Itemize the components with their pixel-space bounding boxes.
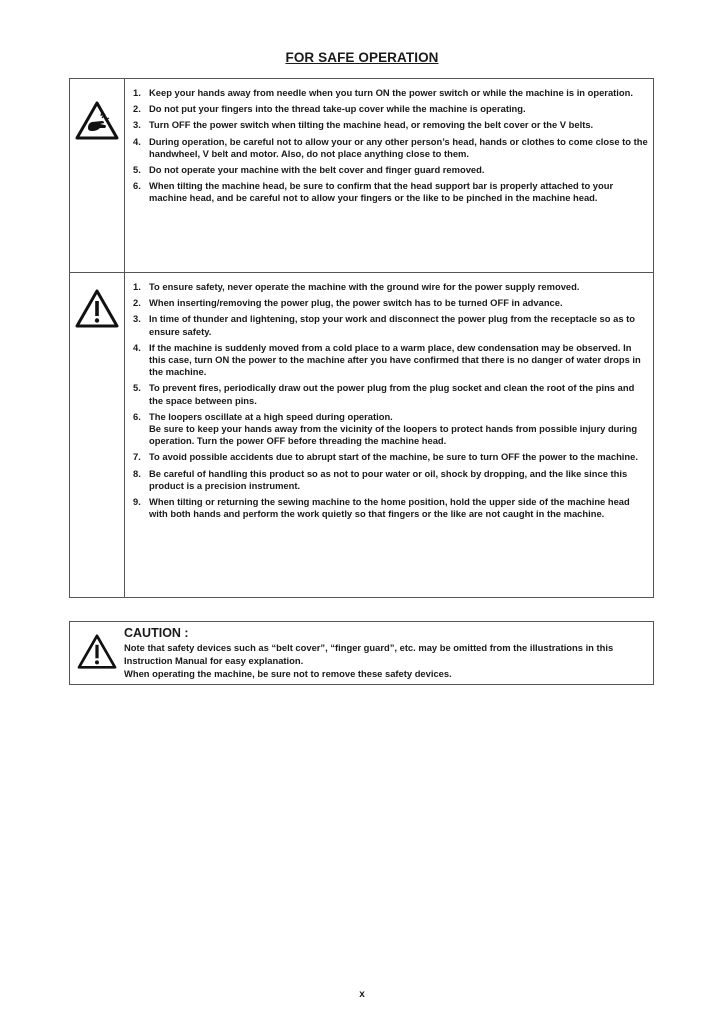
list-item: 8. Be careful of handling this product so as not to pour water or oil, shock by dropping, and the like since this product is a precision instrument. xyxy=(133,467,628,491)
list-item: 1. Keep your hands away from needle when you turn ON the power switch or while the machine is in operation. xyxy=(133,87,633,98)
list-item: 6. When tilting the machine head, be sure to confirm that the head support bar is properly attached to your machine head, and be careful not to allow your fingers or the like to be pinched in the machine head. xyxy=(133,180,614,204)
page-title: FOR SAFE OPERATION xyxy=(285,50,439,65)
list-item: 5. Do not operate your machine with the belt cover and finger guard removed. xyxy=(133,164,485,176)
table-row-divider xyxy=(70,272,653,273)
list-item: 1. To ensure safety, never operate the machine with the ground wire for the power supply removed. xyxy=(133,281,580,292)
list-item: 7. To avoid possible accidents due to abrupt start of the machine, be sure to turn OFF the power to the machine. xyxy=(133,451,638,463)
section1-list xyxy=(133,87,648,209)
list-item: 6. The loopers oscillate at a high speed during operation. Be sure to keep your hands away from the vicinity of the loopers to protect hands from possible injury during operation. Turn the power OFF before threading the machine head. xyxy=(133,410,638,447)
hand-caution-icon xyxy=(70,101,124,141)
caution-text: Note that safety devices such as “belt cover”, “finger guard”, etc. may be omitted from the illustrations in this Instruction Manual for easy explanation. When operating the machine, be sure not to remove these safety devices. xyxy=(124,642,614,679)
list-item: 4. If the machine is suddenly moved from a cold place to a warm place, dew condensation may be observed. In this case, turn ON the power to the machine after you have confirmed that there is no danger of water drops in the machine. xyxy=(133,341,641,378)
caution-box xyxy=(69,621,654,685)
list-item: 2. When inserting/removing the power plug, the power switch has to be turned OFF in advance. xyxy=(133,297,563,309)
safety-warnings-table xyxy=(69,78,654,598)
list-item: 4. During operation, be careful not to allow your or any other person’s head, hands or clothes to come close to the handwheel, V belt and motor. Also, do not place anything close to them. xyxy=(133,135,648,159)
page-number: x xyxy=(359,989,365,1000)
list-item: 5. To prevent fires, periodically draw out the power plug from the plug socket and clean the root of the pins and the space between pins. xyxy=(133,382,635,406)
exclamation-warning-icon xyxy=(70,634,124,670)
list-item: 9. When tilting or returning the sewing machine to the home position, hold the upper side of the machine head with both hands and perform the work quietly so that fingers or the like are not caught in the machine. xyxy=(133,496,630,520)
caution-title: CAUTION : xyxy=(124,626,189,640)
list-item: 3. Turn OFF the power switch when tilting the machine head, or removing the belt cover or the V belts. xyxy=(133,119,594,131)
exclamation-warning-icon xyxy=(70,289,124,329)
list-item: 3. In time of thunder and lightening, stop your work and disconnect the power plug from the receptacle so as to ensure safety. xyxy=(133,313,635,337)
table-column-divider xyxy=(124,79,125,597)
section2-list xyxy=(133,281,648,524)
list-item: 2. Do not put your fingers into the thread take-up cover while the machine is operating. xyxy=(133,103,526,115)
